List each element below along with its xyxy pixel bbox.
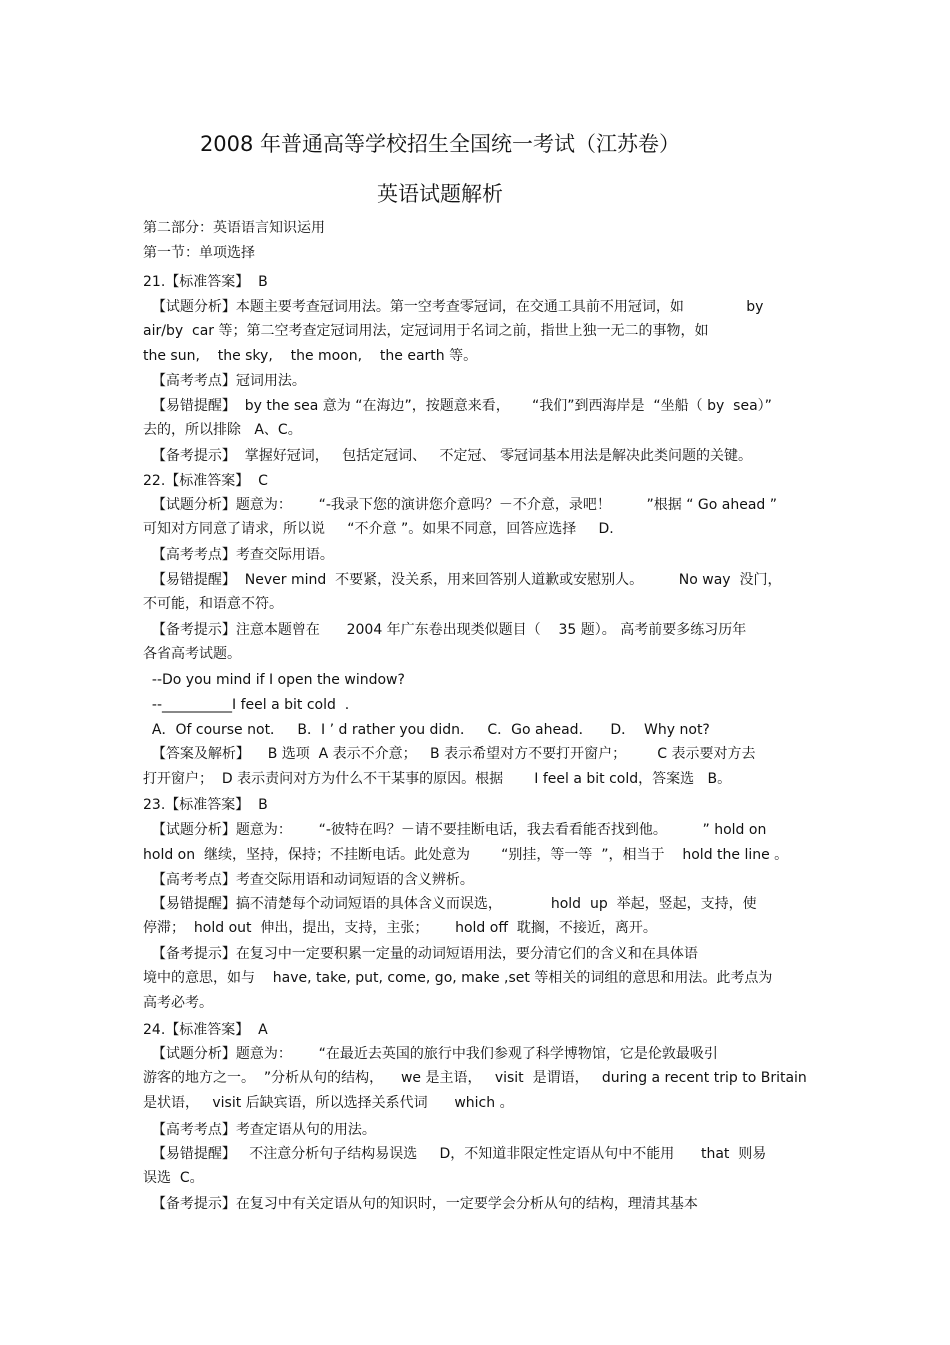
text-line: 高考必考。 [143,995,213,1011]
text-line: 22.【标准答案】 C [143,473,268,489]
text-line: 【易错提醒】 不注意分析句子结构易误选 D，不知道非限定性定语从句中不能用 that 则易 [143,1146,767,1162]
text-line: 打开窗户； D 表示责问对方为什么不干某事的原因。根据 I feel a bit cold，答案选 B。 [143,771,732,787]
text-line: 停滞； hold out 伸出，提出，支持，主张； hold off 耽搁，不接近，离开。 [143,920,657,936]
text-line: 第一节：单项选择 [143,245,255,261]
text-line: 不可能，和语意不符。 [143,596,283,612]
text-line: 误选 C。 [143,1170,204,1186]
text-line: 【试题分析】本题主要考查冠词用法。第一空考查零冠词，在交通工具前不用冠词，如 by [143,299,764,315]
text-line: 24.【标准答案】 A [143,1022,268,1038]
text-line: 第二部分：英语语言知识运用 [143,220,325,236]
text-line: 【易错提醒】 by the sea 意为 “在海边”，按题意来看， “我们”到西海岸是 “坐船（ by sea）” [143,398,772,414]
text-line: 【试题分析】题意为： “-我录下您的演讲您介意吗？－不介意，录吧！ ”根据 “ Go ahead ” [143,497,778,513]
text-line: 【备考提示】在复习中有关定语从句的知识时，一定要学会分析从句的结构，理清其基本 [143,1196,698,1212]
text-line: 【高考考点】考查交际用语。 [143,547,334,563]
text-line: 各省高考试题。 [143,646,241,662]
text-line: 游客的地方之一。 ”分析从句的结构， we 是主语， visit 是谓语， during a recent trip to Britain [143,1070,807,1086]
text-line: --__________I feel a bit cold . [143,697,350,713]
text-line: 【备考提示】 掌握好冠词， 包括定冠词、 不定冠、 零冠词基本用法是解决此类问题的关键。 [143,448,752,464]
text-line: --Do you mind if I open the window? [143,672,405,688]
text-line: A．Of course not． B．I ’ d rather you didn． C．Go ahead． D． Why not? [143,722,710,738]
text-line: 【易错提醒】搞不清楚每个动词短语的具体含义而误选， hold up 举起，竖起，支持，使 [143,896,757,912]
text-line: 【高考考点】考查定语从句的用法。 [143,1122,376,1138]
document-title: 2008 年普通高等学校招生全国统一考试（江苏卷） [199,132,681,156]
text-line: 【高考考点】考查交际用语和动词短语的含义辨析。 [143,872,474,888]
text-line: 可知对方同意了请求，所以说 “不介意 ”。如果不同意，回答应选择 D. [143,521,614,537]
text-line: 【试题分析】题意为： “在最近去英国的旅行中我们参观了科学博物馆，它是伦敦最吸引 [143,1046,718,1062]
document-subtitle: 英语试题解析 [377,182,503,206]
text-line: the sun, the sky, the moon, the earth 等。 [143,348,478,364]
text-line: 【备考提示】注意本题曾在 2004 年广东卷出现类似题目（ 35 题）。 高考前要多练习历年 [143,622,747,638]
text-line: 是状语， visit 后缺宾语，所以选择关系代词 which 。 [143,1095,514,1111]
text-line: 【高考考点】冠词用法。 [143,373,306,389]
text-line: 【易错提醒】 Never mind 不要紧，没关系，用来回答别人道歉或安慰别人。 No way 没门， [143,572,782,588]
text-line: 【答案及解析】 B 选项 A 表示不介意； B 表示希望对方不要打开窗户； C 表示要对方去 [143,746,756,762]
text-line: 境中的意思，如与 have, take, put, come, go, make ,set 等相关的词组的意思和用法。此考点为 [143,970,773,986]
text-line: 【试题分析】题意为： “-彼特在吗？－请不要挂断电话，我去看看能否找到他。 ” hold on [143,822,767,838]
text-line: 【备考提示】在复习中一定要积累一定量的动词短语用法，要分清它们的含义和在具体语 [143,946,698,962]
text-line: air/by car 等；第二空考查定冠词用法，定冠词用于名词之前，指世上独一无二的事物，如 [143,323,709,339]
text-line: 21.【标准答案】 B [143,274,268,290]
text-line: 23.【标准答案】 B [143,797,268,813]
text-line: hold on 继续，坚持，保持；不挂断电话。此处意为 “别挂，等一等 ”，相当于 hold the line 。 [143,847,789,863]
text-line: 去的，所以排除 A、C。 [143,422,302,438]
